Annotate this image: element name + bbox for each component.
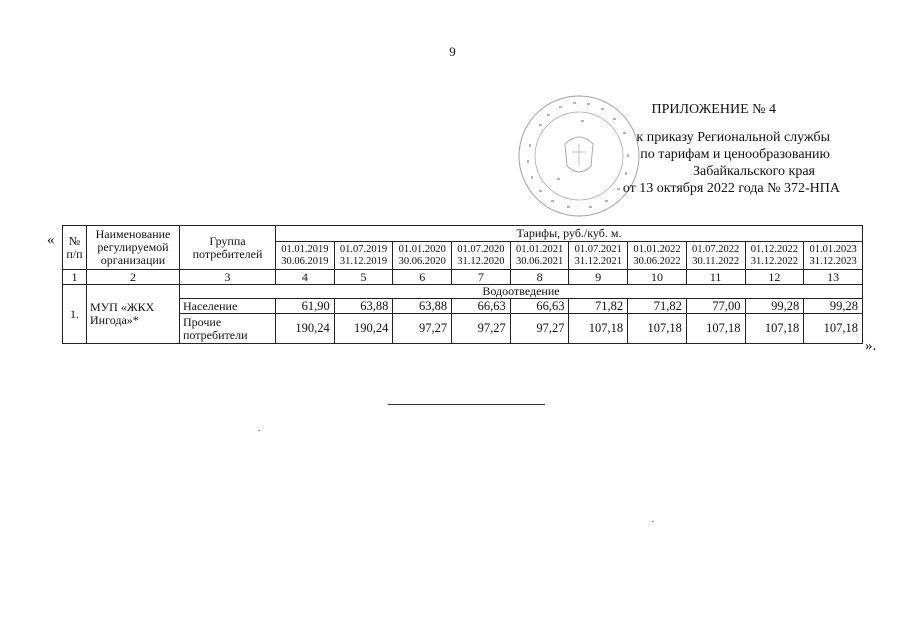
appendix-title: ПРИЛОЖЕНИЕ № 4 xyxy=(651,102,776,117)
tariff-value: 66,63 xyxy=(452,299,511,314)
tariff-value: 107,18 xyxy=(628,314,687,344)
column-number-row xyxy=(63,270,863,285)
page-number: 9 xyxy=(449,44,456,59)
tariff-value: 61,90 xyxy=(276,299,335,314)
column-number: 12 xyxy=(745,270,804,285)
tariff-value: 66,63 xyxy=(510,299,569,314)
column-number: 13 xyxy=(804,270,863,285)
column-number: 11 xyxy=(686,270,745,285)
column-number: 7 xyxy=(452,270,511,285)
header-period xyxy=(569,242,628,270)
section-title: Водоотведение xyxy=(180,285,863,299)
appendix-line: к приказу Региональной службы xyxy=(636,130,830,145)
appendix-line: Забайкальского края xyxy=(692,164,815,179)
tariff-value: 99,28 xyxy=(804,299,863,314)
period-from: 01.07.2019 xyxy=(339,243,388,255)
tariff-value: 63,88 xyxy=(393,299,452,314)
tariff-value: 107,18 xyxy=(804,314,863,344)
column-number: 1 xyxy=(63,270,87,285)
period-from: 01.07.2020 xyxy=(457,243,505,255)
column-number: 8 xyxy=(510,270,569,285)
appendix-line: по тарифам и ценообразованию xyxy=(640,147,830,162)
period-from: 01.01.2020 xyxy=(398,243,446,255)
period-from: 01.07.2021 xyxy=(574,243,622,255)
appendix-line: от 13 октября 2022 года № 372-НПА xyxy=(622,181,840,196)
column-number: 3 xyxy=(180,270,276,285)
period-from: 01.01.2022 xyxy=(633,243,681,255)
table-row xyxy=(63,299,863,314)
header-period xyxy=(452,242,511,270)
tariff-table xyxy=(62,225,863,344)
tariff-value: 190,24 xyxy=(334,314,393,344)
period-to: 30.06.2020 xyxy=(398,255,446,267)
appendix-block xyxy=(600,101,840,197)
period-to: 30.06.2022 xyxy=(633,255,681,267)
tariff-value: 99,28 xyxy=(745,299,804,314)
period-from: 01.12.2022 xyxy=(750,243,798,255)
header-period xyxy=(510,242,569,270)
header-period xyxy=(628,242,687,270)
consumer-group: Прочие потребители xyxy=(180,314,276,344)
tariff-value: 77,00 xyxy=(686,299,745,314)
period-from: 01.01.2021 xyxy=(515,243,564,255)
header-period xyxy=(745,242,804,270)
scan-speck xyxy=(652,521,654,522)
consumer-group: Население xyxy=(180,299,276,314)
header-consumer-group: Группа потребителей xyxy=(180,226,276,270)
tariff-value: 107,18 xyxy=(745,314,804,344)
opening-quote: « xyxy=(47,232,55,248)
period-from: 01.01.2023 xyxy=(809,243,857,255)
period-to: 31.12.2022 xyxy=(750,255,798,267)
tariff-value: 63,88 xyxy=(334,299,393,314)
scan-speck xyxy=(258,430,260,431)
period-to: 30.06.2019 xyxy=(281,255,329,267)
header-period xyxy=(393,242,452,270)
column-number: 2 xyxy=(87,270,180,285)
row-number: 1. xyxy=(63,285,87,344)
period-to: 31.12.2021 xyxy=(574,255,622,267)
header-period xyxy=(804,242,863,270)
end-divider-line xyxy=(388,404,545,405)
period-to: 30.11.2022 xyxy=(692,255,740,267)
tariff-value: 71,82 xyxy=(569,299,628,314)
header-number: № п/п xyxy=(63,226,87,270)
tariff-value: 71,82 xyxy=(628,299,687,314)
column-number: 4 xyxy=(276,270,335,285)
period-to: 31.12.2020 xyxy=(457,255,505,267)
period-to: 31.12.2023 xyxy=(809,255,857,267)
header-organization: Наименование регулируемой организации xyxy=(87,226,180,270)
header-tariffs: Тарифы, руб./куб. м. xyxy=(276,226,863,242)
tariff-value: 107,18 xyxy=(569,314,628,344)
tariff-value: 97,27 xyxy=(393,314,452,344)
column-number: 10 xyxy=(628,270,687,285)
period-to: 31.12.2019 xyxy=(339,255,388,267)
tariff-value: 97,27 xyxy=(452,314,511,344)
tariff-value: 107,18 xyxy=(686,314,745,344)
header-period xyxy=(334,242,393,270)
period-from: 01.01.2019 xyxy=(281,243,329,255)
column-number: 6 xyxy=(393,270,452,285)
tariff-value: 190,24 xyxy=(276,314,335,344)
tariff-value: 97,27 xyxy=(510,314,569,344)
header-period xyxy=(686,242,745,270)
period-from: 01.07.2022 xyxy=(692,243,740,255)
column-number: 9 xyxy=(569,270,628,285)
organization-name: МУП «ЖКХ Ингода»* xyxy=(87,285,180,344)
closing-quote: ». xyxy=(865,338,877,354)
header-period xyxy=(276,242,335,270)
table-row xyxy=(63,314,863,344)
column-number: 5 xyxy=(334,270,393,285)
period-to: 30.06.2021 xyxy=(515,255,564,267)
